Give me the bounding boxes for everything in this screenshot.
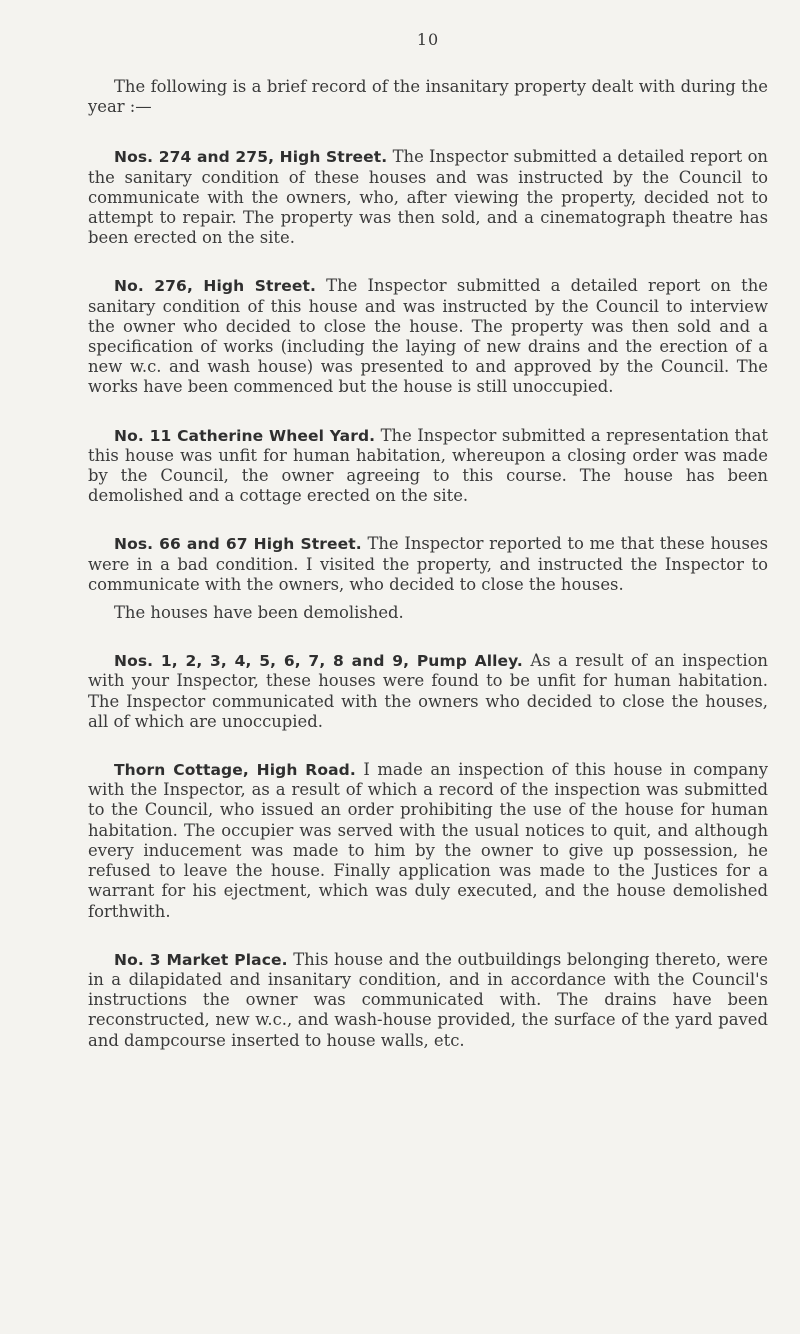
entry-paragraph [88, 534, 768, 595]
entry-heading: No. 11 Catherine Wheel Yard. [114, 426, 376, 445]
entry-text: The Inspector submitted a representation that this house was unfit for human habitation, whereupon a closing order was made by the Council, the owner agreeing to this course. The house has been demolished and a cottage erected on the site. [88, 425, 768, 506]
entry-heading: Nos. 1, 2, 3, 4, 5, 6, 7, 8 and 9, Pump Alley. [114, 652, 523, 671]
entry-text: The Inspector reported to me that these houses were in a bad condition. I visited the property, and instructed the Inspector to communicate with the owners, who decided to close the houses. [88, 534, 768, 594]
entry-paragraph [88, 426, 768, 507]
page-number: 10 [416, 30, 440, 49]
entry-thorn-cottage [88, 760, 768, 922]
entry-3-market-place [88, 950, 768, 1051]
entry-11-catherine-wheel-yard [88, 426, 768, 507]
entry-274-275-high-street [88, 147, 768, 248]
entry-276-high-street [88, 276, 768, 397]
entry-heading: No. 276, High Street. [114, 277, 316, 296]
entry-heading: Nos. 66 and 67 High Street. [114, 535, 362, 554]
entry-pump-alley [88, 651, 768, 732]
entry-paragraph [88, 651, 768, 732]
entry-paragraph-continued: The houses have been demolished. [114, 603, 404, 623]
entry-text: The Inspector submitted a detailed report on the sanitary condition of this house and was instructed by the Council to interview the owner who decided to close the house. The property was then sold and a specification of works (including the laying of new drains and the erection of a new w.c. and wash house) was presented to and approved by the Council. The works have been commenced but the house is still unoccupied. [88, 276, 768, 397]
entry-text: This house and the outbuildings belonging thereto, were in a dilapidated and insanitary condition, and in accordance with the Council's instructions the owner was communicated with. The drains have been reconstructed, new w.c., and wash-house provided, the surface of the yard paved and dampcourse inserted to house walls, etc. [88, 949, 768, 1050]
entry-heading: No. 3 Market Place. [114, 950, 288, 969]
entry-paragraph [88, 950, 768, 1051]
entry-paragraph [88, 276, 768, 397]
intro-paragraph: The following is a brief record of the insanitary property dealt with during the year :— [88, 77, 768, 117]
entry-66-67-high-street [88, 534, 768, 623]
entry-heading: Thorn Cottage, High Road. [114, 761, 356, 780]
entry-text: I made an inspection of this house in company with the Inspector, as a result of which a record of the inspection was submitted to the Council, who issued an order prohibiting the use of the house for human habitation. The occupier was served with the usual notices to quit, and although every inducement was made to him by the owner to give up possession, he refused to leave the house. Finally application was made to the Justices for a warrant for his ejectment, which was duly executed, and the house demolished forthwith. [88, 760, 768, 921]
entry-paragraph [88, 760, 768, 922]
entry-text: The Inspector submitted a detailed report on the sanitary condition of these houses and was instructed by the Council to communicate with the owners, who, after viewing the property, decided not to attempt to repair. The property was then sold, and a cinematograph theatre has been erected on the site. [88, 147, 768, 248]
entry-paragraph [88, 147, 768, 248]
entry-heading: Nos. 274 and 275, High Street. [114, 148, 388, 167]
document-page [88, 30, 768, 1079]
entry-text: As a result of an inspection with your Inspector, these houses were found to be unfit for human habitation. The Inspector communicated with the owners who decided to close the houses, all of which are unoccupied. [88, 651, 768, 731]
